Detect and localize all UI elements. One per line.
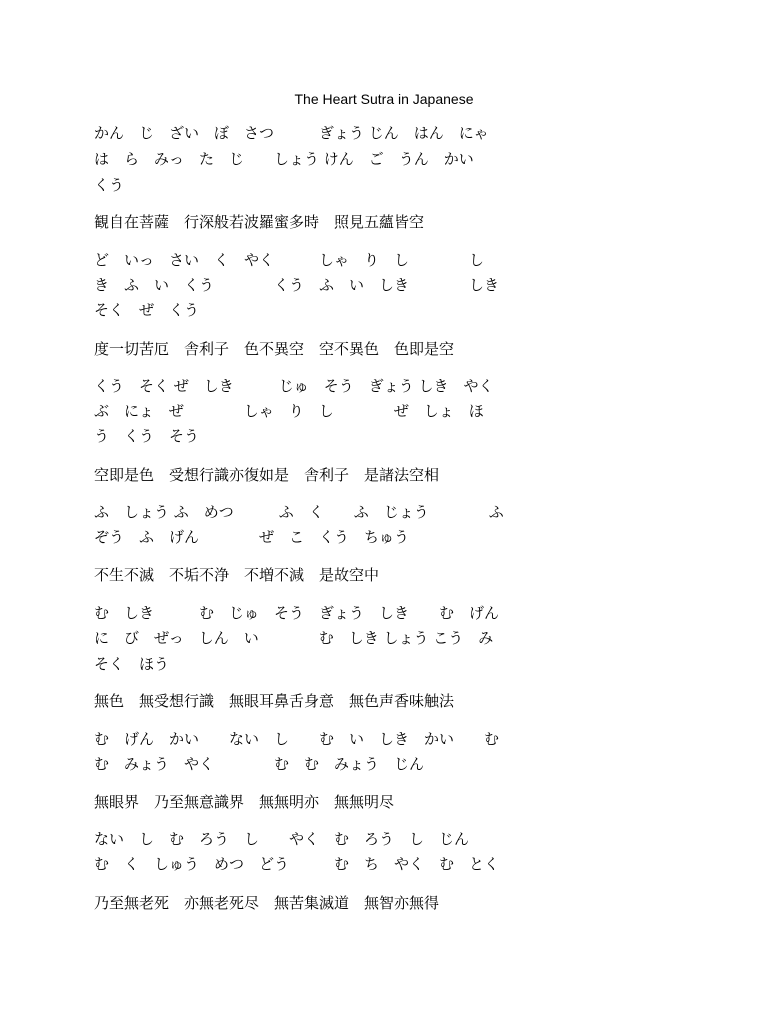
sutra-text-line: 不生不滅 不垢不浄 不増不減 是故空中 xyxy=(94,566,380,584)
reading-line: そく ぜ くう xyxy=(94,301,200,319)
reading-line: う くう そう xyxy=(94,427,200,445)
reading-line: ど いっ さい く やく しゃ り し し xyxy=(94,251,485,269)
reading-line: かん じ ざい ぼ さつ ぎょう じん はん にゃ xyxy=(94,124,489,142)
reading-line: そく ほう xyxy=(94,655,170,673)
reading-line: ぞう ふ げん ぜ こ くう ちゅう xyxy=(94,528,410,546)
reading-line: む く しゅう めつ どう む ち やく む とく xyxy=(94,855,500,873)
reading-line: くう そく ぜ しき じゅ そう ぎょう しき やく xyxy=(94,377,494,395)
sutra-text-line: 観自在菩薩 行深般若波羅蜜多時 照見五蘊皆空 xyxy=(94,213,425,231)
reading-line: む げん かい ない し む い しき かい む xyxy=(94,730,500,748)
reading-line: ぶ にょ ぜ しゃ り し ぜ しょ ほ xyxy=(94,402,484,420)
reading-line: き ふ い くう くう ふ い しき しき xyxy=(94,276,500,294)
sutra-text-line: 乃至無老死 亦無老死尽 無苦集滅道 無智亦無得 xyxy=(94,894,440,912)
sutra-text-line: 空即是色 受想行識亦復如是 舎利子 是諸法空相 xyxy=(94,466,440,484)
reading-line: は ら みっ た じ しょう けん ご うん かい xyxy=(94,150,474,168)
reading-line: ふ しょう ふ めつ ふ く ふ じょう ふ xyxy=(94,503,504,521)
sutra-text-line: 無色 無受想行識 無眼耳鼻舌身意 無色声香味触法 xyxy=(94,692,455,710)
reading-line: に び ぜっ しん い む しき しょう こう み xyxy=(94,629,494,647)
reading-line: くう xyxy=(94,176,125,194)
reading-line: ない し む ろう し やく む ろう し じん xyxy=(94,830,470,848)
reading-line: む みょう やく む む みょう じん xyxy=(94,755,425,773)
reading-line: む しき む じゅ そう ぎょう しき む げん xyxy=(94,604,500,622)
document-title: The Heart Sutra in Japanese xyxy=(294,91,474,107)
sutra-text-line: 無眼界 乃至無意識界 無無明亦 無無明尽 xyxy=(94,793,395,811)
sutra-text-line: 度一切苦厄 舎利子 色不異空 空不異色 色即是空 xyxy=(94,340,455,358)
